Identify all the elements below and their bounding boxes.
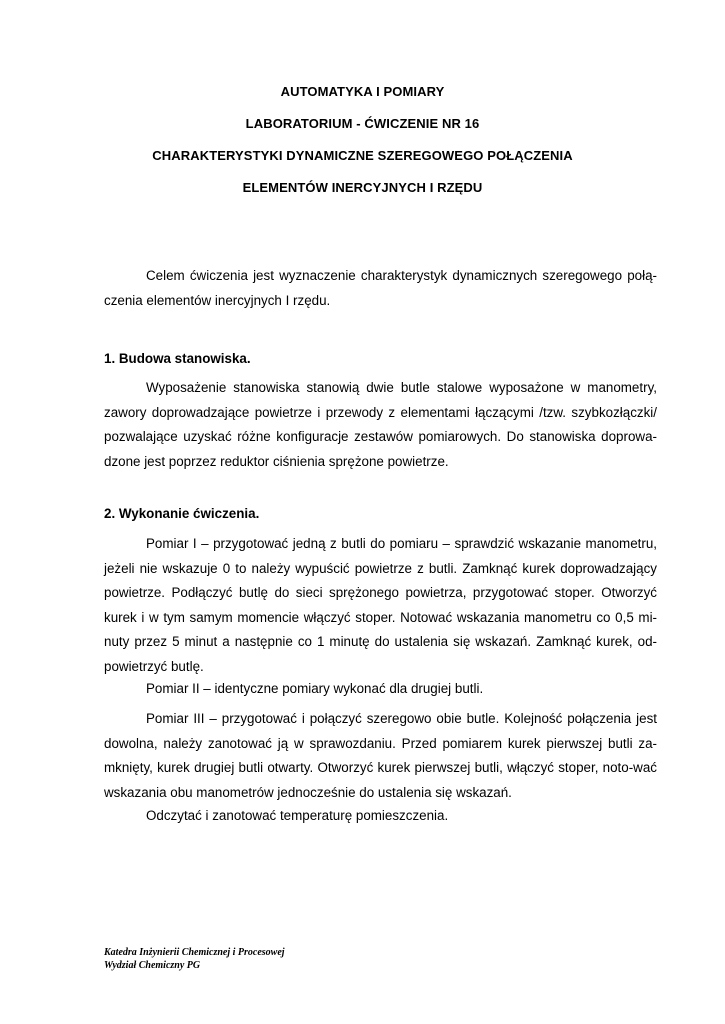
intro-paragraph: Celem ćwiczenia jest wyznaczenie charakterystyk dynamicznych szeregowego połą-czenia elementów inercyjnych I rzędu. <box>104 268 657 308</box>
topic-title-line2: ELEMENTÓW INERCYJNYCH I RZĘDU <box>242 180 483 195</box>
budowa-paragraph: Wyposażenie stanowiska stanowią dwie butle stalowe wyposażone w manometry, zawory doprowadzające powietrze i przewody z elementami łączącymi /tzw. szybkozłączki/ pozwalające uzyskać różne konfiguracje zestawów pomiarowych. Do stanowiska doprowa-dzone jest poprzez reduktor ciśnienia sprężone powietrze. <box>104 380 657 469</box>
section-heading-budowa: 1. Budowa stanowiska. <box>104 351 251 366</box>
course-title: AUTOMATYKA I POMIARY <box>280 84 445 99</box>
footer <box>104 946 285 972</box>
lab-exercise-title: LABORATORIUM - ĆWICZENIE NR 16 <box>245 116 480 131</box>
pomiar2-paragraph: Pomiar II – identyczne pomiary wykonać dla drugiej butli. <box>146 681 484 696</box>
footer-department: Katedra Inżynierii Chemicznej i Procesowej <box>104 947 285 958</box>
pomiar1-paragraph: Pomiar I – przygotować jedną z butli do pomiaru – sprawdzić wskazanie manometru, jeżeli nie wskazuje 0 to należy wypuścić powietrze z butli. Zamknąć kurek doprowadzający powietrze. Podłączyć butlę do sieci sprężonego powietrza, przygotować stoper. Otworzyć kurek i w tym samym momencie włączyć stoper. Notować wskazania manometru co 0,5 mi-nuty przez 5 minut a następnie co 1 minutę do ustalenia się wskazań. Zamknąć kurek, od-powietrzyć butlę. <box>104 536 657 674</box>
pomiar3-paragraph: Pomiar III – przygotować i połączyć szeregowo obie butle. Kolejność połączenia jest dowolna, należy zanotować ją w sprawozdaniu. Przed pomiarem kurek pierwszej butli za-mknięty, kurek drugiej butli otwarty. Otworzyć kurek pierwszej butli, włączyć stoper, noto-wać wskazania obu manometrów jednocześnie do ustalenia się wskazań. <box>104 711 657 800</box>
topic-title-line1: CHARAKTERYSTYKI DYNAMICZNE SZEREGOWEGO POŁĄCZENIA <box>152 148 573 163</box>
section-heading-wykonanie: 2. Wykonanie ćwiczenia. <box>104 506 260 521</box>
footer-faculty: Wydział Chemiczny PG <box>104 960 201 971</box>
odczyt-paragraph: Odczytać i zanotować temperaturę pomieszczenia. <box>146 808 449 823</box>
